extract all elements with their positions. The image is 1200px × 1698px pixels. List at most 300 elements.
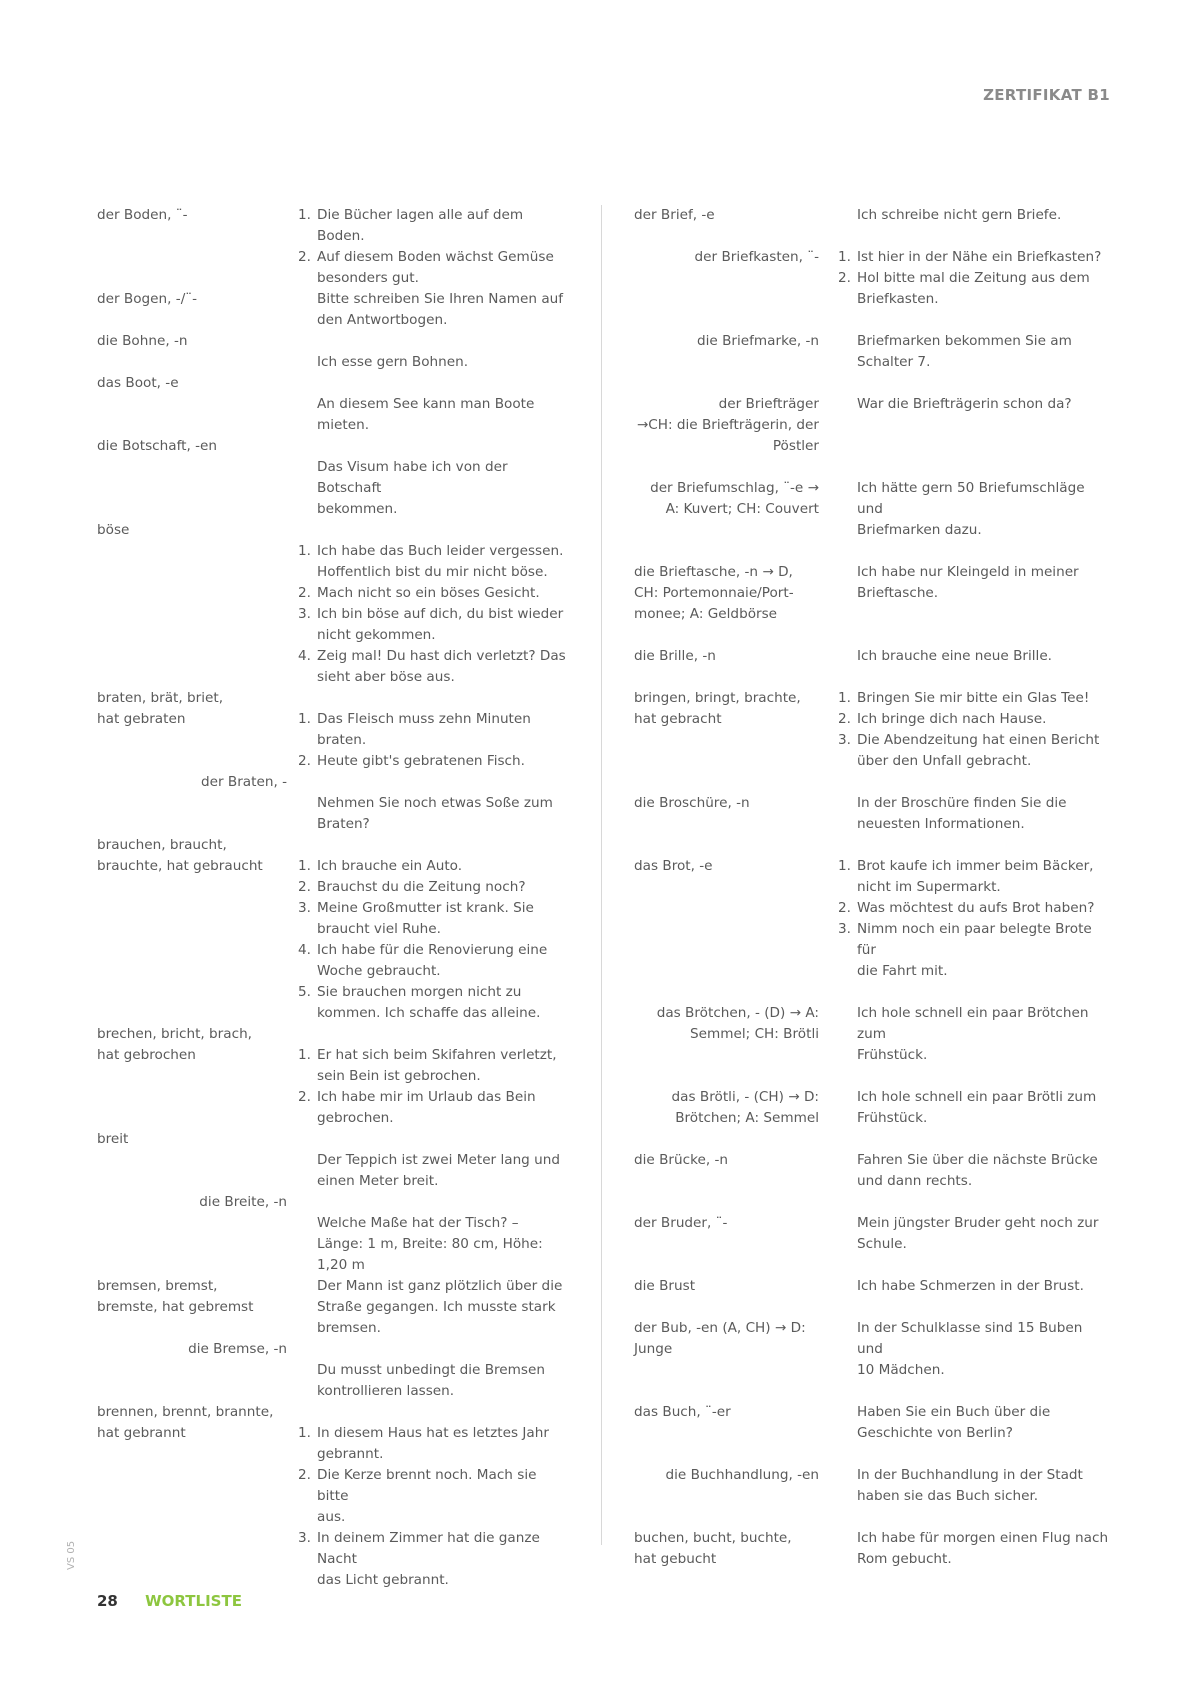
dictionary-entry [634, 793, 1109, 835]
example-text: Mach nicht so ein böses Gesicht. [317, 585, 540, 601]
example-line [289, 1003, 567, 1024]
example-number [829, 1150, 857, 1171]
example-block [287, 436, 567, 520]
example-text: Braten? [317, 816, 370, 832]
example-line [829, 814, 1109, 835]
headword-line: brechen, bricht, brach, [97, 1026, 253, 1042]
example-text: Die Kerze brennt noch. Mach sie bitte [317, 1467, 537, 1504]
spacer [289, 1129, 567, 1150]
example-number [289, 499, 317, 520]
example-line [829, 247, 1109, 268]
example-number: 5. [298, 984, 311, 1000]
example-line [829, 1402, 1109, 1423]
example-line [829, 877, 1109, 898]
example-number [289, 1360, 317, 1381]
example-text: Rom gebucht. [857, 1551, 952, 1567]
example-text: kontrollieren lassen. [317, 1383, 455, 1399]
example-line [829, 1045, 1109, 1066]
example-number [829, 205, 857, 226]
example-text: Brieftasche. [857, 585, 939, 601]
example-number [829, 478, 857, 520]
example-line [829, 1003, 1109, 1045]
example-number [829, 1318, 857, 1360]
example-text: Brot kaufe ich immer beim Bäcker, [857, 858, 1094, 874]
example-text: Ich bringe dich nach Hause. [857, 711, 1047, 727]
dictionary-entry [97, 520, 567, 688]
example-number: 1. [298, 711, 311, 727]
headword [97, 205, 287, 289]
headword-line: braten, brät, briet, [97, 690, 224, 706]
example-number [289, 793, 317, 814]
example-number [829, 1045, 857, 1066]
example-number [289, 1297, 317, 1318]
example-text: besonders gut. [317, 270, 419, 286]
example-text: Meine Großmutter ist krank. Sie [317, 900, 534, 916]
headword-line: das Boot, -e [97, 375, 179, 391]
example-text: Ich hole schnell ein paar Brötli zum [857, 1089, 1097, 1105]
headword [97, 436, 287, 520]
example-block [287, 289, 567, 331]
headword [97, 373, 287, 436]
example-block [287, 835, 567, 1024]
dictionary-entry [634, 1150, 1109, 1192]
spacer [289, 373, 567, 394]
example-text: sieht aber böse aus. [317, 669, 455, 685]
spacer [634, 1507, 1109, 1528]
example-line [829, 289, 1109, 310]
dictionary-entry [97, 373, 567, 436]
headword-line: das Brötchen, - (D) → A: [656, 1005, 819, 1021]
example-text: bekommen. [317, 501, 398, 517]
headword [634, 1150, 819, 1192]
example-text: Hoffentlich bist du mir nicht böse. [317, 564, 548, 580]
headword [634, 1003, 819, 1066]
example-line [289, 562, 567, 583]
headword-line: der Bogen, -/¨- [97, 291, 197, 307]
example-text: mieten. [317, 417, 370, 433]
headword-line: brauchte, hat gebraucht [97, 858, 263, 874]
example-text: Briefmarken bekommen Sie am [857, 333, 1072, 349]
dictionary-entry [97, 1276, 567, 1339]
headword-line: der Briefumschlag, ¨-e → [650, 480, 819, 496]
example-line [289, 898, 567, 919]
example-line [829, 856, 1109, 877]
headword-line: der Bruder, ¨- [634, 1215, 728, 1231]
example-number [829, 289, 857, 310]
example-line [829, 898, 1109, 919]
headword [97, 688, 287, 772]
example-text: Hol bitte mal die Zeitung aus dem [857, 270, 1090, 286]
example-line [289, 604, 567, 625]
headword-line: die Brücke, -n [634, 1152, 729, 1168]
headword-line: die Bremse, -n [188, 1341, 287, 1357]
example-block [819, 1528, 1109, 1570]
example-block [819, 331, 1109, 373]
example-text: Welche Maße hat der Tisch? – [317, 1215, 519, 1231]
example-block [287, 1276, 567, 1339]
example-block [287, 1339, 567, 1402]
example-block [287, 688, 567, 772]
spacer [289, 331, 567, 352]
headword-line: Brötchen; A: Semmel [675, 1110, 819, 1126]
headword-line: die Breite, -n [199, 1194, 287, 1210]
headword-line: CH: Portemonnaie/Port- [634, 585, 794, 601]
example-line [289, 352, 567, 373]
example-text: Bitte schreiben Sie Ihren Namen auf [317, 291, 564, 307]
example-text: neuesten Informationen. [857, 816, 1025, 832]
example-number [289, 415, 317, 436]
example-block [287, 1192, 567, 1276]
headword [97, 289, 287, 331]
headword-line: →CH: die Briefträgerin, der [636, 417, 819, 433]
example-number [829, 961, 857, 982]
dictionary-entry [634, 1213, 1109, 1255]
example-number [289, 625, 317, 646]
example-text: An diesem See kann man Boote [317, 396, 535, 412]
spacer [289, 835, 567, 856]
example-number [829, 793, 857, 814]
example-line [289, 814, 567, 835]
spacer [289, 688, 567, 709]
headword-line: bremsen, bremst, [97, 1278, 218, 1294]
example-line [289, 1465, 567, 1507]
example-line [829, 478, 1109, 520]
dictionary-entry [634, 856, 1109, 982]
spacer [634, 226, 1109, 247]
headword [97, 1276, 287, 1339]
example-block [819, 793, 1109, 835]
example-number [829, 1276, 857, 1297]
example-number [289, 1171, 317, 1192]
example-text: Auf diesem Boden wächst Gemüse [317, 249, 554, 265]
example-number [829, 1087, 857, 1108]
example-number [829, 751, 857, 772]
example-line [829, 1318, 1109, 1360]
example-text: Frühstück. [857, 1110, 928, 1126]
dictionary-entry [634, 205, 1109, 226]
headword-line: die Brieftasche, -n → D, [634, 564, 793, 580]
example-line [829, 1465, 1109, 1486]
example-line [289, 1276, 567, 1297]
example-text: einen Meter breit. [317, 1173, 439, 1189]
headword [97, 520, 287, 688]
example-line [289, 1234, 567, 1276]
example-line [829, 562, 1109, 583]
spacer [289, 1192, 567, 1213]
headword-line: der Braten, - [200, 774, 287, 790]
example-text: nicht im Supermarkt. [857, 879, 1001, 895]
headword-line: A: Kuvert; CH: Couvert [665, 501, 819, 517]
example-line [829, 1087, 1109, 1108]
example-line [289, 625, 567, 646]
headword [634, 646, 819, 667]
example-number: 2. [838, 711, 851, 727]
example-text: In deinem Zimmer hat die ganze Nacht [317, 1530, 540, 1567]
example-text: Ich brauche ein Auto. [317, 858, 463, 874]
example-line [289, 1318, 567, 1339]
headword [634, 1318, 819, 1381]
example-block [819, 1150, 1109, 1192]
example-line [289, 646, 567, 667]
spacer [634, 373, 1109, 394]
dictionary-entry [97, 1129, 567, 1192]
example-block [819, 856, 1109, 982]
example-text: sein Bein ist gebrochen. [317, 1068, 481, 1084]
example-number [289, 289, 317, 310]
headword-line: die Botschaft, -en [97, 438, 217, 454]
headword-line: Pöstler [772, 438, 819, 454]
example-line [829, 709, 1109, 730]
example-text: über den Unfall gebracht. [857, 753, 1032, 769]
dictionary-entry [97, 835, 567, 1024]
headword-line: die Brille, -n [634, 648, 716, 664]
example-number [289, 667, 317, 688]
example-number: 3. [838, 921, 851, 937]
example-text: Ich hätte gern 50 Briefumschläge und [857, 480, 1085, 517]
example-line [289, 1360, 567, 1381]
example-number [829, 1528, 857, 1549]
headword [634, 1528, 819, 1570]
example-text: In diesem Haus hat es letztes Jahr [317, 1425, 549, 1441]
example-number [829, 520, 857, 541]
spacer [634, 667, 1109, 688]
example-number [829, 562, 857, 583]
example-number: 2. [298, 1467, 311, 1483]
example-block [819, 394, 1109, 457]
example-number [289, 1444, 317, 1465]
example-line [829, 205, 1109, 226]
example-number: 2. [298, 1089, 311, 1105]
example-block [819, 1003, 1109, 1066]
example-line [289, 268, 567, 289]
example-line [289, 919, 567, 940]
example-text: gebrannt. [317, 1446, 384, 1462]
example-number: 2. [298, 753, 311, 769]
example-text: den Antwortbogen. [317, 312, 448, 328]
example-line [289, 415, 567, 436]
example-number: 4. [298, 648, 311, 664]
example-text: Schule. [857, 1236, 907, 1252]
example-text: Er hat sich beim Skifahren verletzt, [317, 1047, 557, 1063]
example-number [829, 1402, 857, 1423]
example-number [829, 1213, 857, 1234]
example-text: Geschichte von Berlin? [857, 1425, 1013, 1441]
spacer [634, 1444, 1109, 1465]
example-line [289, 1444, 567, 1465]
example-number [829, 877, 857, 898]
headword [97, 331, 287, 373]
example-number [289, 1066, 317, 1087]
headword [634, 394, 819, 457]
dictionary-entry [634, 478, 1109, 541]
dictionary-entry [634, 688, 1109, 772]
example-line [829, 520, 1109, 541]
example-text: Nimm noch ein paar belegte Brote für [857, 921, 1092, 958]
example-number: 1. [838, 858, 851, 874]
example-text: Länge: 1 m, Breite: 80 cm, Höhe: 1,20 m [317, 1236, 543, 1273]
headword-line: hat gebucht [634, 1551, 717, 1567]
headword-line: das Buch, ¨-er [634, 1404, 731, 1420]
example-line [289, 499, 567, 520]
example-number: 3. [298, 606, 311, 622]
spacer [289, 1024, 567, 1045]
headword [97, 1024, 287, 1129]
example-number [289, 961, 317, 982]
example-number [829, 1465, 857, 1486]
headword-line: brennen, brennt, brannte, [97, 1404, 274, 1420]
example-line [289, 1528, 567, 1570]
dictionary-entry [634, 1318, 1109, 1381]
dictionary-entry [634, 1087, 1109, 1129]
headword [97, 835, 287, 1024]
example-number: 1. [838, 249, 851, 265]
headword-line: hat gebrochen [97, 1047, 196, 1063]
example-number [829, 1171, 857, 1192]
example-text: kommen. Ich schaffe das alleine. [317, 1005, 541, 1021]
example-text: Was möchtest du aufs Brot haben? [857, 900, 1095, 916]
dictionary-entry [634, 646, 1109, 667]
example-text: Mein jüngster Bruder geht noch zur [857, 1215, 1099, 1231]
example-line [289, 940, 567, 961]
dictionary-entry [634, 331, 1109, 373]
example-number [289, 1507, 317, 1528]
example-line [829, 919, 1109, 961]
spacer [634, 982, 1109, 1003]
example-line [829, 730, 1109, 751]
example-number [829, 1423, 857, 1444]
example-line [289, 289, 567, 310]
example-number: 1. [298, 207, 311, 223]
spacer [289, 1339, 567, 1360]
dictionary-entry [97, 688, 567, 772]
example-line [829, 1528, 1109, 1549]
headword-line: der Bub, -en (A, CH) → D: [634, 1320, 806, 1336]
example-text: Woche gebraucht. [317, 963, 441, 979]
example-text: Haben Sie ein Buch über die [857, 1404, 1051, 1420]
example-number: 2. [838, 900, 851, 916]
example-line [829, 394, 1109, 415]
example-line [289, 1381, 567, 1402]
example-line [829, 793, 1109, 814]
headword-line: die Broschüre, -n [634, 795, 750, 811]
example-text: Straße gegangen. Ich musste stark [317, 1299, 556, 1315]
headword-line: böse [97, 522, 130, 538]
example-line [829, 1549, 1109, 1570]
example-line [289, 1066, 567, 1087]
example-line [829, 268, 1109, 289]
dictionary-entry [634, 247, 1109, 310]
example-line [829, 1486, 1109, 1507]
example-block [287, 772, 567, 835]
example-text: haben sie das Buch sicher. [857, 1488, 1039, 1504]
example-number [829, 1234, 857, 1255]
example-text: Die Abendzeitung hat einen Bericht [857, 732, 1100, 748]
example-line [829, 961, 1109, 982]
example-line [829, 1234, 1109, 1255]
example-text: die Fahrt mit. [857, 963, 948, 979]
example-text: Das Fleisch muss zehn Minuten braten. [317, 711, 531, 748]
example-text: Ich schreibe nicht gern Briefe. [857, 207, 1062, 223]
example-text: Das Visum habe ich von der Botschaft [317, 459, 508, 496]
example-line [289, 310, 567, 331]
example-line [289, 751, 567, 772]
example-number [829, 814, 857, 835]
headword-line: der Boden, ¨- [97, 207, 188, 223]
dictionary-entry [97, 1192, 567, 1276]
example-number: 1. [298, 858, 311, 874]
headword-line: brauchen, braucht, [97, 837, 227, 853]
dictionary-entry [634, 394, 1109, 457]
headword-line: Junge [634, 1341, 673, 1357]
example-text: Ist hier in der Nähe ein Briefkasten? [857, 249, 1102, 265]
example-text: Briefkasten. [857, 291, 939, 307]
headword [634, 1087, 819, 1129]
example-text: In der Broschüre finden Sie die [857, 795, 1067, 811]
headword [97, 1339, 287, 1402]
example-number: 1. [298, 1425, 311, 1441]
example-number: 2. [838, 270, 851, 286]
example-number [829, 1549, 857, 1570]
right-column [634, 205, 1109, 1570]
example-text: Ich habe für die Renovierung eine [317, 942, 548, 958]
example-line [289, 709, 567, 751]
page-number: 28 [97, 1592, 118, 1610]
example-line [829, 1150, 1109, 1171]
example-line [289, 793, 567, 814]
example-block [819, 1087, 1109, 1129]
headword [634, 793, 819, 835]
spacer [289, 772, 567, 793]
example-text: aus. [317, 1509, 346, 1525]
headword [634, 331, 819, 373]
dictionary-entry [97, 205, 567, 289]
example-block [287, 1024, 567, 1129]
example-block [287, 205, 567, 289]
example-line [829, 1276, 1109, 1297]
example-number [829, 1486, 857, 1507]
example-number [289, 268, 317, 289]
example-text: gebrochen. [317, 1110, 394, 1126]
example-line [289, 1171, 567, 1192]
example-number: 1. [298, 1047, 311, 1063]
dictionary-entry [634, 1465, 1109, 1507]
header-title: ZERTIFIKAT B1 [983, 86, 1110, 104]
example-text: und dann rechts. [857, 1173, 973, 1189]
dictionary-entry [97, 436, 567, 520]
example-line [289, 1507, 567, 1528]
example-line [829, 751, 1109, 772]
example-line [829, 1423, 1109, 1444]
example-number [289, 919, 317, 940]
headword [97, 1402, 287, 1591]
example-line [829, 1360, 1109, 1381]
headword-line: der Brief, -e [634, 207, 715, 223]
headword-line: buchen, bucht, buchte, [634, 1530, 792, 1546]
example-number [289, 1318, 317, 1339]
dictionary-entry [97, 1339, 567, 1402]
headword [634, 247, 819, 310]
example-block [819, 646, 1109, 667]
footer-title: WORTLISTE [145, 1592, 242, 1610]
headword-line: der Briefträger [718, 396, 819, 412]
example-text: Du musst unbedingt die Bremsen [317, 1362, 545, 1378]
example-line [289, 1108, 567, 1129]
example-text: Brauchst du die Zeitung noch? [317, 879, 526, 895]
headword [634, 688, 819, 772]
left-column [97, 205, 567, 1591]
example-number: 3. [298, 1530, 311, 1546]
example-text: Ich habe Schmerzen in der Brust. [857, 1278, 1084, 1294]
